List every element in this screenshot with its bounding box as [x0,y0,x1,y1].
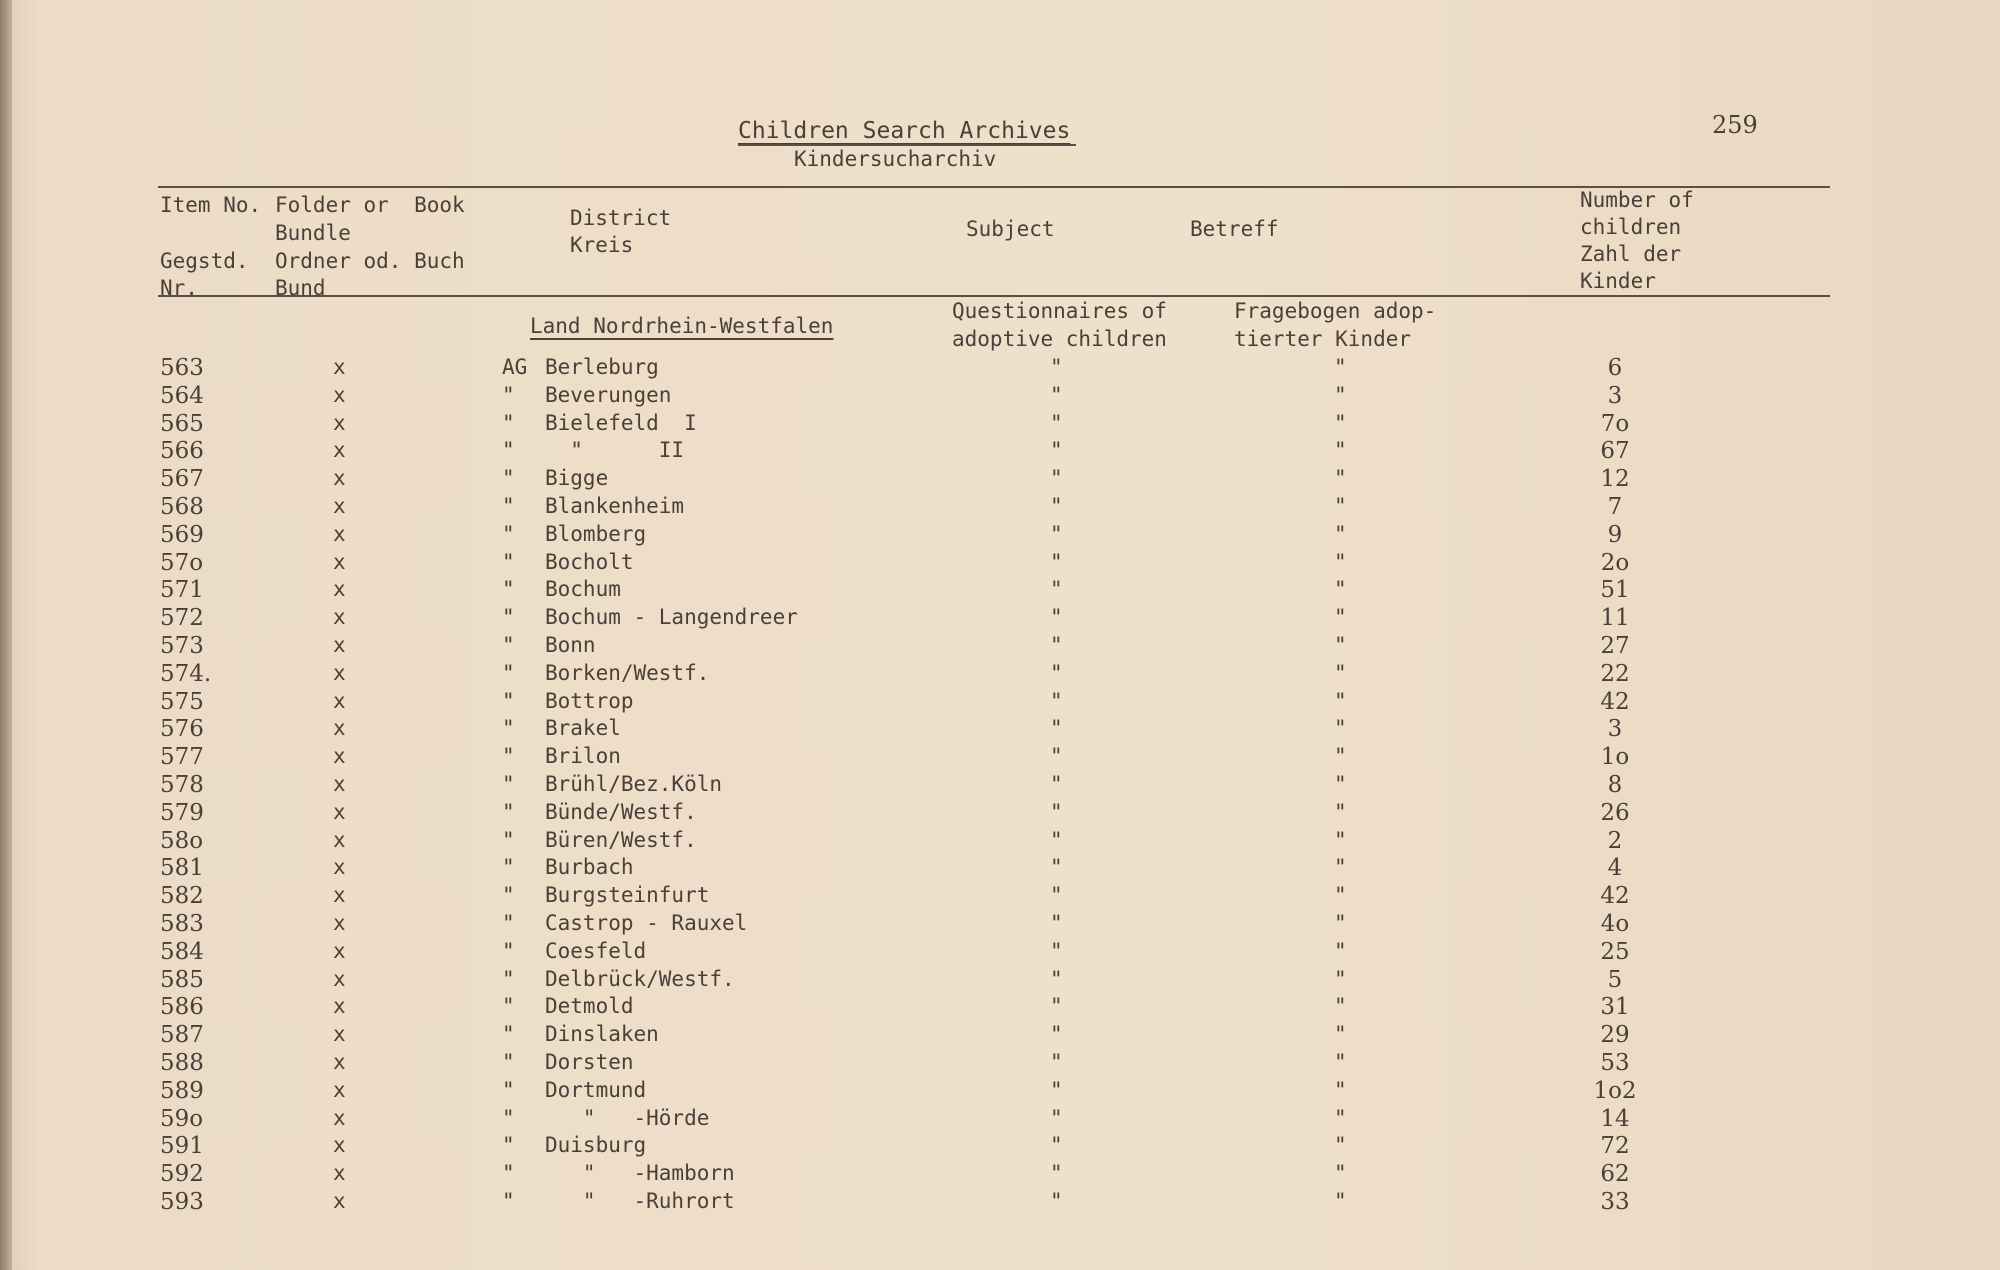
district-name: Berleburg [545,355,659,379]
folder-mark: x [333,382,346,407]
folder-mark: x [333,605,346,630]
subject-ditto: " [1050,521,1063,546]
col-header-folder-de-2: Bund [275,276,326,300]
table-row [0,883,2000,911]
district-name: " -Ruhrort [545,1189,735,1213]
betreff-ditto: " [1334,883,1347,908]
betreff-ditto: " [1334,772,1347,796]
item-number: 587 [160,1022,204,1049]
folder-mark: x [333,494,346,518]
betreff-ditto: " [1334,438,1347,463]
district-name: Büren/Westf. [545,827,697,852]
item-number: 568 [160,494,204,520]
folder-mark: x [333,911,346,935]
betreff-ditto: " [1334,549,1347,574]
district-name: Duisburg [545,1133,647,1158]
item-number: 593 [160,1189,204,1215]
folder-mark: x [333,549,346,574]
court-prefix: " [502,966,515,991]
child-count: 22 [1600,660,1630,687]
folder-mark: x [333,633,346,657]
child-count: 2 [1607,827,1623,854]
folder-mark: x [333,938,346,963]
court-prefix: AG [502,355,528,379]
child-count: 5 [1607,966,1623,993]
folder-mark: x [333,1022,346,1047]
district-name: Bünde/Westf. [545,799,697,824]
district-name: Bonn [545,633,596,657]
table-row [0,800,2000,828]
child-count: 14 [1600,1105,1630,1132]
district-name: Bigge [545,466,609,491]
district-name: Borken/Westf. [545,660,710,685]
folder-mark: x [333,1050,346,1074]
item-number: 583 [160,911,204,937]
court-prefix: " [502,382,515,407]
child-count: 1o2 [1593,1077,1637,1104]
district-name: " -Hamborn [545,1161,735,1186]
subject-ditto: " [1050,549,1063,574]
child-count: 4 [1607,855,1623,882]
folder-mark: x [333,855,346,880]
page-number: 259 [1712,111,1758,139]
betreff-ditto: " [1334,938,1347,963]
item-number: 567 [160,466,204,493]
court-prefix: " [502,1077,515,1102]
folder-mark: x [333,355,346,379]
betreff-ditto: " [1334,494,1347,518]
item-number: 565 [160,410,204,437]
betreff-ditto: " [1334,716,1347,741]
subject-ditto: " [1050,966,1063,991]
table-row [0,855,2000,883]
betreff-ditto: " [1334,466,1347,491]
item-number: 573 [160,633,204,659]
item-number: 57o [160,549,204,576]
header-top-rule [738,144,1076,146]
court-prefix: " [502,1022,515,1047]
subject-ditto: " [1050,660,1063,685]
table-row [0,661,2000,689]
subject-ditto: " [1050,994,1063,1019]
item-number: 589 [160,1077,204,1104]
district-name: Dinslaken [545,1022,659,1047]
district-name: " II [545,438,685,463]
subject-ditto: " [1050,633,1063,657]
child-count: 3 [1607,716,1623,743]
district-name: Beverungen [545,382,672,407]
folder-mark: x [333,660,346,685]
betreff-ditto: " [1334,688,1347,713]
item-number: 577 [160,744,204,771]
betreff-ditto: " [1334,1133,1347,1158]
col-header-number-3: Zahl der [1580,242,1682,266]
col-header-subject: Subject [966,217,1055,241]
court-prefix: " [502,911,515,935]
item-number: 585 [160,966,204,993]
child-count: 3 [1607,382,1623,409]
item-number: 569 [160,521,204,548]
betreff-ditto: " [1334,966,1347,991]
child-count: 33 [1600,1189,1630,1215]
subject-ditto: " [1050,883,1063,908]
betreff-ditto: " [1334,355,1347,379]
court-prefix: " [502,855,515,880]
betreff-ditto: " [1334,1161,1347,1186]
court-prefix: " [502,1161,515,1186]
betreff-ditto: " [1334,382,1347,407]
folder-mark: x [333,1133,346,1158]
subject-ditto: " [1050,1050,1063,1074]
child-count: 25 [1600,938,1630,965]
table-row [0,716,2000,744]
table-row [0,1161,2000,1189]
item-number: 581 [160,855,204,882]
child-count: 72 [1600,1133,1630,1160]
subject-ditto: " [1050,1077,1063,1102]
col-header-number-2: children [1580,215,1682,239]
child-count: 42 [1600,688,1630,715]
betreff-ditto: " [1334,521,1347,546]
court-prefix: " [502,1050,515,1074]
court-prefix: " [502,799,515,824]
col-header-folder-2: Bundle [275,221,351,245]
court-prefix: " [502,827,515,852]
subject-ditto: " [1050,855,1063,880]
folder-mark: x [333,772,346,796]
table-row [0,1078,2000,1106]
page-title: Children Search Archives [738,118,1071,144]
child-count: 2o [1600,549,1630,576]
betreff-ditto: " [1334,1077,1347,1102]
district-name: Bocholt [545,549,634,574]
child-count: 62 [1600,1161,1630,1188]
child-count: 6 [1607,355,1623,381]
court-prefix: " [502,1189,515,1213]
child-count: 27 [1600,633,1630,659]
district-name: Burgsteinfurt [545,883,710,908]
table-row [0,522,2000,550]
item-number: 563 [160,355,204,381]
col-header-number-1: Number of [1580,188,1694,212]
folder-mark: x [333,410,346,435]
table-row [0,1106,2000,1134]
child-count: 9 [1607,521,1623,548]
subject-ditto: " [1050,688,1063,713]
district-name: Bielefeld I [545,410,697,435]
col-header-district-de: Kreis [570,233,634,257]
betreff-ditto: " [1334,855,1347,880]
table-row [0,828,2000,856]
betreff-ditto: " [1334,660,1347,685]
district-name: Detmold [545,994,634,1019]
court-prefix: " [502,577,515,602]
court-prefix: " [502,994,515,1019]
betreff-ditto: " [1334,1022,1347,1047]
district-name: " -Hörde [545,1105,710,1130]
child-count: 29 [1600,1022,1630,1049]
district-name: Castrop - Rauxel [545,911,748,935]
district-name: Blomberg [545,521,647,546]
district-name: Brakel [545,716,621,741]
subject-ditto: " [1050,1189,1063,1213]
court-prefix: " [502,410,515,435]
table-row [0,1133,2000,1161]
item-number: 582 [160,883,204,910]
item-number: 586 [160,994,204,1021]
district-name: Bochum [545,577,621,602]
folder-mark: x [333,1161,346,1186]
folder-mark: x [333,466,346,491]
table-row [0,355,2000,383]
subject-ditto: " [1050,1105,1063,1130]
court-prefix: " [502,521,515,546]
col-header-folder-de: Ordner od. Buch [275,249,465,273]
subject-ditto: " [1050,494,1063,518]
betreff-ditto: " [1334,1105,1347,1130]
betreff-ditto: " [1334,1189,1347,1213]
table-row [0,1022,2000,1050]
item-number: 59o [160,1105,204,1132]
section-betreff-2: tierter Kinder [1234,327,1412,351]
item-number: 578 [160,772,204,798]
district-name: Coesfeld [545,938,647,963]
table-row [0,438,2000,466]
folder-mark: x [333,438,346,463]
table-row [0,1189,2000,1217]
betreff-ditto: " [1334,911,1347,935]
child-count: 26 [1600,799,1630,826]
table-row [0,772,2000,800]
table-row [0,1050,2000,1078]
child-count: 53 [1600,1050,1630,1076]
subject-ditto: " [1050,827,1063,852]
court-prefix: " [502,883,515,908]
table-row [0,994,2000,1022]
table-row [0,911,2000,939]
court-prefix: " [502,633,515,657]
table-row [0,466,2000,494]
child-count: 8 [1607,772,1623,798]
folder-mark: x [333,1077,346,1102]
item-number: 592 [160,1161,204,1188]
child-count: 42 [1600,883,1630,910]
child-count: 51 [1600,577,1630,604]
folder-mark: x [333,966,346,991]
table-row [0,689,2000,717]
folder-mark: x [333,799,346,824]
section-subject-2: adoptive children [952,327,1167,351]
subject-ditto: " [1050,938,1063,963]
table-row [0,494,2000,522]
betreff-ditto: " [1334,744,1347,769]
court-prefix: " [502,716,515,741]
betreff-ditto: " [1334,605,1347,630]
table-row [0,967,2000,995]
item-number: 58o [160,827,204,854]
betreff-ditto: " [1334,577,1347,602]
folder-mark: x [333,827,346,852]
table-row [0,633,2000,661]
subject-ditto: " [1050,382,1063,407]
item-number: 576 [160,716,204,743]
folder-mark: x [333,1105,346,1130]
betreff-ditto: " [1334,410,1347,435]
col-header-item-no-de-1: Gegstd. [160,249,249,273]
child-count: 12 [1600,466,1630,493]
folder-mark: x [333,883,346,908]
folder-mark: x [333,716,346,741]
subject-ditto: " [1050,577,1063,602]
folder-mark: x [333,744,346,769]
child-count: 31 [1600,994,1630,1021]
page-subtitle: Kindersucharchiv [794,147,997,171]
court-prefix: " [502,494,515,518]
subject-ditto: " [1050,799,1063,824]
betreff-ditto: " [1334,799,1347,824]
court-prefix: " [502,938,515,963]
district-name: Blankenheim [545,494,685,518]
item-number: 571 [160,577,204,604]
district-name: Burbach [545,855,634,880]
betreff-ditto: " [1334,827,1347,852]
district-name: Brühl/Bez.Köln [545,772,723,796]
court-prefix: " [502,660,515,685]
child-count: 11 [1600,605,1630,632]
court-prefix: " [502,438,515,463]
court-prefix: " [502,744,515,769]
col-header-betreff: Betreff [1190,217,1279,241]
betreff-ditto: " [1334,994,1347,1019]
child-count: 7o [1600,410,1630,437]
item-number: 579 [160,799,204,826]
court-prefix: " [502,605,515,630]
court-prefix: " [502,772,515,796]
subject-ditto: " [1050,355,1063,379]
col-header-item-no-de-2: Nr. [160,276,198,300]
court-prefix: " [502,688,515,713]
district-name: Bottrop [545,688,634,713]
subject-ditto: " [1050,410,1063,435]
child-count: 7 [1607,494,1623,520]
table-row [0,939,2000,967]
item-number: 572 [160,605,204,632]
table-row [0,383,2000,411]
subject-ditto: " [1050,744,1063,769]
item-number: 575 [160,688,204,715]
item-number: 591 [160,1133,204,1160]
district-name: Brilon [545,744,621,769]
court-prefix: " [502,549,515,574]
table-row [0,411,2000,439]
table-row [0,550,2000,578]
col-header-folder: Folder or Book [275,193,465,217]
table-row [0,744,2000,772]
district-name: Dorsten [545,1050,634,1074]
section-betreff-1: Fragebogen adop- [1234,299,1437,323]
court-prefix: " [502,1133,515,1158]
subject-ditto: " [1050,1133,1063,1158]
subject-ditto: " [1050,772,1063,796]
folder-mark: x [333,994,346,1019]
district-name: Delbrück/Westf. [545,966,735,991]
folder-mark: x [333,1189,346,1213]
folder-mark: x [333,577,346,602]
item-number: 564 [160,382,204,409]
child-count: 1o [1600,744,1630,771]
subject-ditto: " [1050,716,1063,741]
table-header-bottom-rule [158,295,1830,297]
betreff-ditto: " [1334,633,1347,657]
item-number: 584 [160,938,204,965]
section-heading-land: Land Nordrhein-Westfalen [530,314,834,338]
district-name: Dortmund [545,1077,647,1102]
child-count: 4o [1600,911,1630,937]
subject-ditto: " [1050,605,1063,630]
col-header-district: District [570,206,672,230]
court-prefix: " [502,1105,515,1130]
child-count: 67 [1600,438,1630,465]
betreff-ditto: " [1334,1050,1347,1074]
court-prefix: " [502,466,515,491]
table-row [0,577,2000,605]
item-number: 566 [160,438,204,465]
subject-ditto: " [1050,466,1063,491]
subject-ditto: " [1050,438,1063,463]
folder-mark: x [333,521,346,546]
subject-ditto: " [1050,1161,1063,1186]
item-number: 574. [160,660,212,687]
subject-ditto: " [1050,1022,1063,1047]
district-name: Bochum - Langendreer [545,605,798,630]
folder-mark: x [333,688,346,713]
item-number: 588 [160,1050,204,1076]
col-header-item-no: Item No. [160,193,262,217]
section-subject-1: Questionnaires of [952,299,1167,323]
col-header-number-4: Kinder [1580,269,1656,293]
subject-ditto: " [1050,911,1063,935]
table-row [0,605,2000,633]
